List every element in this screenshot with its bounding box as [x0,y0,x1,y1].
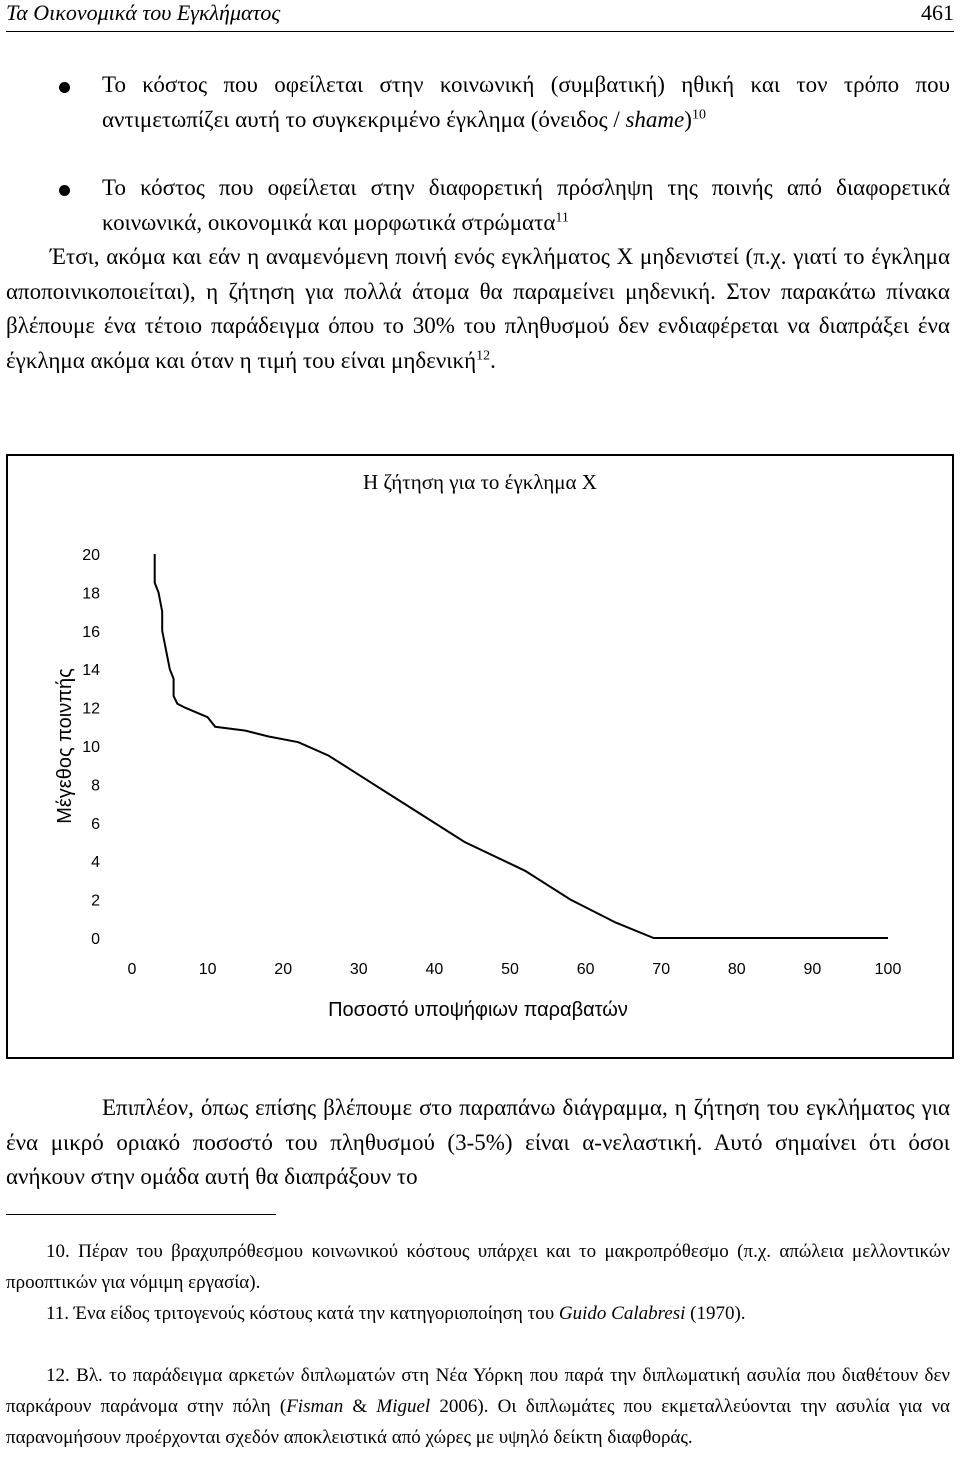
footnote-12-text: Βλ. το παράδειγμα αρκετών διπλωματών στη Νέα Υόρκη που παρά την διπλωματική ασυλία που διαθέτουν δεν παρκάρουν παράνομα στην πόλη ( [6,1365,951,1417]
x-tick-label: 80 [727,961,746,978]
footnote-rule [6,1214,276,1215]
x-tick-label: 0 [127,961,137,978]
footnote-11-text: Ένα είδος τριτογενούς κόστους κατά την κατηγοριοποίηση του [73,1303,559,1324]
demand-chart [6,454,954,1059]
bullet-1-emphasis: shame [625,106,685,132]
y-tick-label: 18 [82,585,100,603]
y-axis-label-group [54,668,76,824]
bullet-icon [59,82,70,93]
footnote-ref-10[interactable]: 10 [691,106,706,122]
footnote-10-text: Πέραν του βραχυπρόθεσμου κοινωνικού κόστους υπάρχει και το μακροπρόθεσμο (π.χ. απώλεια μελλοντικών προοπτικών για νόμιμη εργασία). [6,1241,950,1293]
page-number: 461 [921,0,954,25]
footnote-12 [6,1360,950,1453]
footnote-12-text-end: 2006). Οι διπλωμάτες που εκμεταλλεύονται την ασυλία για να παρανομήσουν προέρχονται σχεδόν αποκλειστικά από χώρες με υψηλό δείκτη διαφθοράς. [6,1396,951,1448]
bullet-item-1 [6,68,950,137]
paragraph-1-end: . [490,347,496,373]
bullet-2-text: Το κόστος που οφείλεται στην διαφορετική πρόσληψη της ποινής από διαφορετικά κοινωνικά, οικονομικά και μορφωτικά στρώματα [102,175,950,235]
running-header-title: Τα Οικονομικά του Εγκλήματος [6,0,281,25]
y-axis-label: Μέγεθος ποινπής [54,668,76,824]
chart-title: Η ζήτηση για το έγκλημα Χ [363,470,597,494]
y-tick-label: 14 [82,662,100,680]
y-tick-label: 20 [82,547,100,564]
paragraph-2-text: Επιπλέον, όπως επίσης βλέπουμε στο παραπάνω διάγραμμα, η ζήτηση του εγκλήματος για ένα μικρό οριακό ποσοστό του πληθυσμού (3-5%) είναι α-νελαστική. Αυτό σημαίνει ότι όσοι ανήκουν στην ομάδα αυτή θα διαπράξουν το [6,1095,950,1189]
x-tick-label: 10 [198,961,217,978]
x-tick-label: 40 [425,961,444,978]
footnote-ref-12[interactable]: 12 [476,347,491,363]
x-tick-label: 60 [576,961,595,978]
y-tick-label: 2 [91,892,100,910]
footnote-12-author-2: Miguel [376,1396,431,1417]
footnote-12-author-1: Fisman [286,1396,344,1417]
demand-curve-line [155,554,888,938]
header-rule [6,31,954,32]
y-tick-label: 16 [82,623,100,641]
footnote-10-number: 10. [46,1241,70,1262]
footnote-11-author: Guido Calabresi [558,1303,686,1324]
footnote-10 [6,1236,950,1298]
paragraph-1 [6,240,950,378]
y-tick-label: 6 [91,815,100,833]
x-tick-label: 50 [501,961,519,978]
y-tick-label: 10 [82,739,100,756]
y-tick-label: 4 [91,854,100,872]
x-tick-label: 20 [274,961,293,978]
footnote-11-text-end: (1970). [685,1303,746,1324]
footnote-12-number: 12. [46,1365,70,1386]
y-tick-label: 8 [91,777,100,795]
footnote-11-number: 11. [46,1303,70,1324]
footnote-12-ampersand: & [343,1396,377,1417]
y-tick-label: 12 [82,700,100,718]
x-tick-label: 30 [349,961,368,978]
paragraph-1-text: Έτσι, ακόμα και εάν η αναμενόμενη ποινή ενός εγκλήματος Χ μηδενιστεί (π.χ. γιατί το έγκλημα αποποινικοποιείται), η ζήτηση για πολλά άτομα θα παραμείνει μηδενική. Στον παρακάτω πίνακα βλέπουμε ένα τέτοιο παράδειγμα όπου το 30% του πληθυσμού δεν ενδιαφέρεται να διαπράξει ένα έγκλημα ακόμα και όταν η τιμή του είναι μηδενική [6,244,950,373]
x-tick-label: 100 [874,961,902,978]
bullet-1-text: Το κόστος που οφείλεται στην κοινωνική (συμβατική) ηθική και τον τρόπο που αντιμετωπίζει αυτή το συγκεκριμένο έγκλημα (όνειδος / [102,72,950,132]
x-tick-label: 90 [803,961,822,978]
chart-plot [8,456,952,1057]
footnote-11 [6,1298,950,1329]
footnote-ref-11[interactable]: 11 [555,209,569,225]
bullet-item-2 [6,171,950,240]
x-axis-label: Ποσοστό υποψήφιων παραβατών [328,999,628,1021]
paragraph-2 [6,1091,950,1195]
y-tick-label: 0 [91,931,100,948]
bullet-1-text-end: ) [684,106,692,132]
bullet-icon [59,185,70,196]
x-tick-label: 70 [652,961,671,978]
